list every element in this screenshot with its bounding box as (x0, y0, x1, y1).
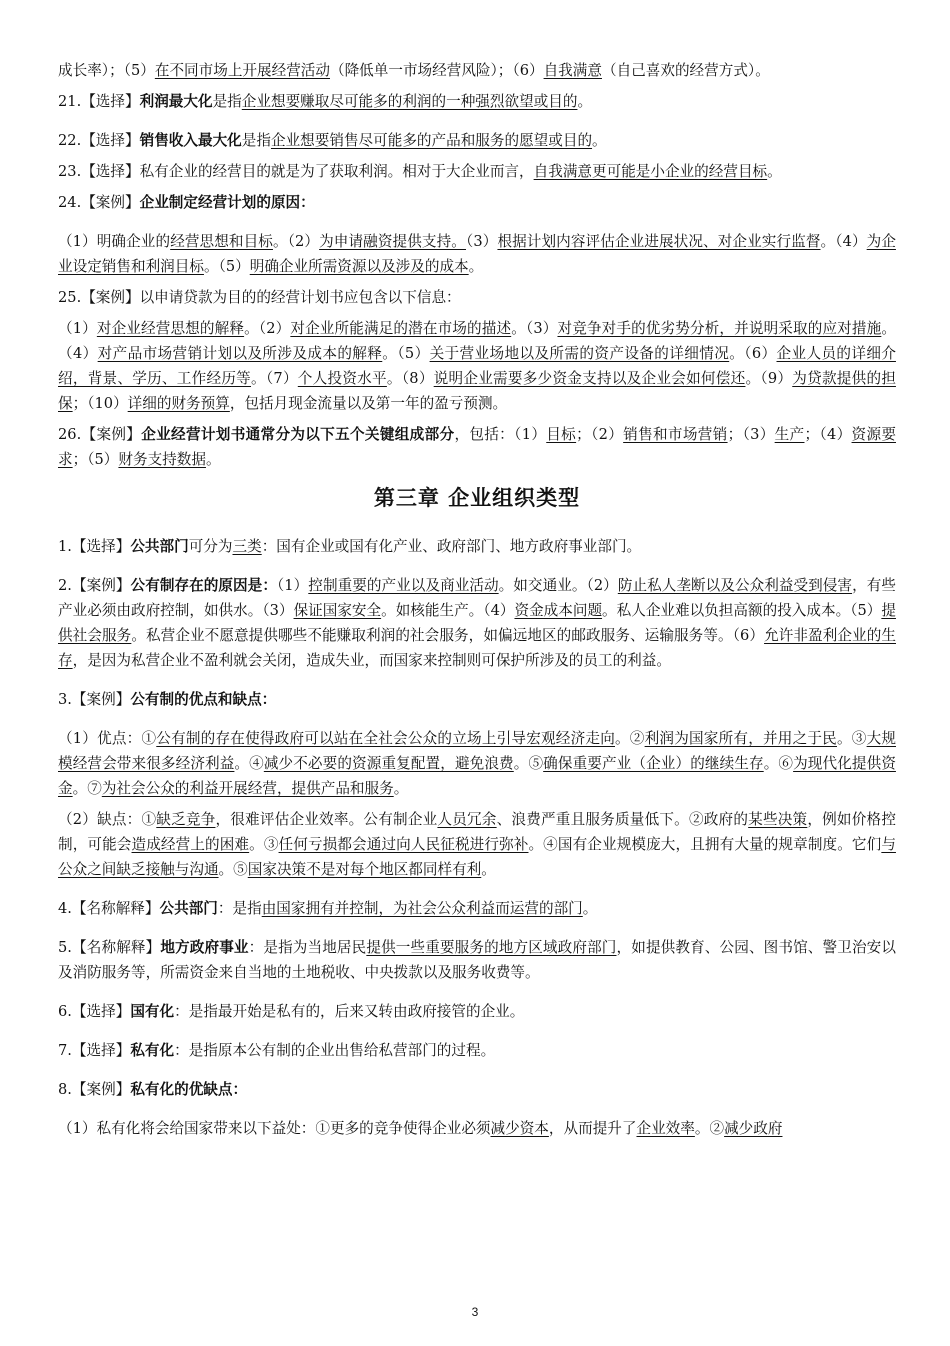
document-body (58, 58, 896, 1141)
paragraph (58, 422, 896, 472)
text-run: 。（6） (729, 345, 777, 362)
bold-term: 利润最大化 (139, 93, 213, 110)
text-run: ，例如价格控制，可能会 (58, 811, 896, 853)
text-run: 。（2） (272, 233, 320, 250)
paragraph (58, 229, 896, 279)
text-run: ；（10） (72, 395, 128, 412)
paragraph (58, 128, 896, 153)
underlined-key-point: 详细的财务预算 (127, 395, 230, 412)
underlined-key-point: 个人投资水平 (297, 370, 387, 387)
paragraph (58, 807, 896, 882)
underlined-key-point: 大规模经营会带来很多经济利益 (58, 730, 896, 772)
underlined-key-point: 造成经营上的困难 (131, 836, 250, 853)
underlined-key-point: 减少不必要的资源重复配置，避免浪费 (263, 755, 514, 772)
text-run: 8.【案例】 (58, 1081, 131, 1098)
underlined-key-point: 为申请融资提供支持。 (319, 233, 466, 250)
underlined-key-point: 为社会公众的利益开展经营，提供产品和服务 (101, 780, 394, 797)
bold-term: 公有制存在的原因是： (130, 577, 277, 594)
text-run: 。私人企业难以负担高额的投入成本。（5） (602, 602, 882, 619)
document-page (58, 58, 896, 1147)
underlined-key-point: 某些决策 (748, 811, 808, 828)
text-run: ，包括：（1） (454, 426, 547, 443)
underlined-key-point: 公有制的存在使得政府可以站在全社会公众的立场上引导宏观经济走向 (156, 730, 615, 747)
text-run: ：是指 (217, 900, 262, 917)
text-run: 2.【案例】 (58, 577, 131, 594)
underlined-key-point: 在不同市场上开展经营活动 (154, 62, 330, 79)
underlined-key-point: 明确企业所需资源以及涉及的成本 (249, 258, 469, 275)
text-run: 。（5） (382, 345, 430, 362)
text-run: 。（3） (511, 320, 558, 337)
text-run: ，是因为私营企业不盈利就会关闭，造成失业，而国家来控制则可保护所涉及的员工的利益。 (72, 652, 671, 669)
text-run: 。③ (836, 730, 867, 747)
text-run: 、浪费严重且服务质量低下。②政府的 (496, 811, 749, 828)
text-run: 6.【选择】 (58, 1003, 131, 1020)
text-run: 。（4） (58, 320, 896, 362)
text-run: （2）缺点：① (58, 811, 157, 828)
text-run: ：是指原本公有制的企业出售给私营部门的过程。 (174, 1042, 496, 1059)
text-run: 。如交通业。（2） (498, 577, 618, 594)
text-run: ；（4） (804, 426, 852, 443)
underlined-key-point: 允许非盈利企业的生存 (58, 627, 896, 669)
underlined-key-point: 三类 (232, 538, 262, 555)
underlined-key-point: 利润为国家所有，并用之于民 (644, 730, 837, 747)
paragraph (58, 159, 896, 184)
text-run: （降低单一市场经营风险）；（6） (329, 62, 544, 79)
underlined-key-point: 关于营业场地以及所需的资产设备的详细情况 (429, 345, 730, 362)
underlined-key-point: 企业效率 (636, 1120, 695, 1137)
underlined-key-point: 为企业设定销售和利润目标 (58, 233, 896, 275)
text-run: 成长率）；（5） (58, 62, 155, 79)
underlined-key-point: 对产品市场营销计划以及所涉及成本的解释 (97, 345, 383, 362)
text-run: 是指 (212, 93, 242, 110)
underlined-key-point: 说明企业需要多少资金支持以及企业会如何偿还 (433, 370, 746, 387)
bold-term: 公共部门 (130, 538, 189, 555)
text-run: （1）私有化将会给国家带来以下益处：①更多的竞争使得企业必须 (58, 1120, 491, 1137)
bold-term: 公共部门 (159, 900, 218, 917)
underlined-key-point: 防止私人垄断以及公众利益受到侵害 (617, 577, 853, 594)
paragraph (58, 89, 896, 114)
bold-term: 公有制的优点和缺点： (130, 691, 277, 708)
text-run: 。（9） (745, 370, 793, 387)
text-run: 是指 (241, 132, 271, 149)
text-run: 。⑤ (513, 755, 544, 772)
text-run: 。② (694, 1120, 725, 1137)
text-run: ：国有企业或国有化产业、政府部门、地方政府事业部门。 (261, 538, 642, 555)
bold-term: 私有化 (130, 1042, 175, 1059)
underlined-key-point: 国家决策不是对每个地区都同样有利 (247, 861, 482, 878)
text-run: ，很难评估企业效率。公有制企业 (215, 811, 438, 828)
paragraph (58, 58, 896, 83)
text-run: 。如核能生产。（4） (381, 602, 515, 619)
text-run: 26.【案例】 (58, 426, 142, 443)
text-run: 。（7） (251, 370, 298, 387)
text-run: 23.【选择】私有企业的经营目的就是为了获取利润。相对于大企业而言， (58, 163, 534, 180)
underlined-key-point: 财务支持数据 (118, 451, 206, 468)
text-run: 。⑦ (72, 780, 102, 797)
text-run: ：是指为当地居民 (248, 939, 367, 956)
text-run: 7.【选择】 (58, 1042, 131, 1059)
bold-term: 企业制定经营计划的原因： (139, 194, 315, 211)
text-run: 。⑥ (763, 755, 794, 772)
text-run: 。私营企业不愿意提供哪些不能赚取利润的社会服务，如偏远地区的邮政服务、运输服务等。（6） (131, 627, 765, 644)
text-run: ，从而提升了 (548, 1120, 637, 1137)
text-run: ；（2） (576, 426, 624, 443)
underlined-key-point: 经营思想和目标 (170, 233, 273, 250)
paragraph (58, 285, 896, 310)
paragraph (58, 687, 896, 712)
bold-term: 地方政府事业 (160, 939, 249, 956)
bold-term: 销售收入最大化 (139, 132, 242, 149)
paragraph (58, 1077, 896, 1102)
text-run: 4.【名称解释】 (58, 900, 160, 917)
bold-term: 私有化的优缺点： (130, 1081, 248, 1098)
underlined-key-point: 减少资本 (490, 1120, 549, 1137)
underlined-key-point: 销售和市场营销 (623, 426, 728, 443)
paragraph (58, 935, 896, 985)
text-run: （1）优点：① (58, 730, 157, 747)
text-run: 22.【选择】 (58, 132, 140, 149)
underlined-key-point: 提供社会服务 (58, 602, 896, 644)
text-run: 。② (615, 730, 645, 747)
text-run: 21.【选择】 (58, 93, 140, 110)
text-run: ：是指最开始是私有的，后来又转由政府接管的企业。 (174, 1003, 525, 1020)
underlined-key-point: 缺乏竞争 (156, 811, 216, 828)
paragraph (58, 316, 896, 416)
paragraph (58, 896, 896, 921)
text-run: 。④ (234, 755, 264, 772)
text-run: 。 (767, 163, 782, 180)
underlined-key-point: 控制重要的产业以及商业活动 (308, 577, 499, 594)
paragraph (58, 999, 896, 1024)
chapter-title: 第三章 企业组织类型 (373, 486, 581, 510)
paragraph (58, 1116, 896, 1141)
underlined-key-point: 提供一些重要服务的地方区域政府部门 (366, 939, 617, 956)
underlined-key-point: 企业想要销售尽可能多的产品和服务的愿望或目的 (270, 132, 593, 149)
bold-term: 企业经营计划书通常分为以下五个关键组成部分 (141, 426, 455, 443)
paragraph (58, 190, 896, 215)
text-run: 。（5） (203, 258, 250, 275)
underlined-key-point: 任何亏损都会通过向人民征税进行弥补 (278, 836, 529, 853)
text-run: ，包括月现金流量以及第一年的盈亏预测。 (229, 395, 508, 412)
text-run: 。 (577, 93, 593, 110)
underlined-key-point: 与公众之间缺乏接触与沟通 (58, 836, 896, 878)
text-run: ，有些产业必须由政府控制，如供水。（3） (58, 577, 896, 619)
paragraph (58, 573, 896, 673)
underlined-key-point: 根据计划内容评估企业进展状况、对企业实行监督 (497, 233, 821, 250)
underlined-key-point: 对企业所能满足的潜在市场的描述 (290, 320, 512, 337)
text-run: （3） (465, 233, 498, 250)
text-run: 。 (582, 900, 598, 917)
text-run: （自己喜欢的经营方式）。 (601, 62, 770, 79)
underlined-key-point: 为现代化提供资金 (58, 755, 896, 797)
text-run: （1）明确企业的 (58, 233, 171, 250)
text-run: 25.【案例】以申请贷款为目的的经营计划书应包含以下信息： (58, 289, 461, 306)
underlined-key-point: 目标 (546, 426, 577, 443)
underlined-key-point: 确保重要产业（企业）的继续生存 (543, 755, 764, 772)
underlined-key-point: 自我满意更可能是小企业的经营目标 (533, 163, 768, 180)
text-run: 24.【案例】 (58, 194, 140, 211)
underlined-key-point: 自我满意 (543, 62, 602, 79)
text-run: 。④国有企业规模庞大，且拥有大量的规章制度。它们 (528, 836, 882, 853)
underlined-key-point: 为贷款提供的担保 (58, 370, 896, 412)
text-run: 。 (481, 861, 496, 878)
text-run: 。③ (249, 836, 279, 853)
bold-term: 国有化 (130, 1003, 175, 1020)
underlined-key-point: 对企业经营思想的解释 (96, 320, 245, 337)
text-run: 。（8） (386, 370, 434, 387)
underlined-key-point: 企业想要赚取尽可能多的利润的一种强烈欲望或目的 (241, 93, 578, 110)
text-run: 。 (393, 780, 409, 797)
underlined-key-point: 保证国家安全 (293, 602, 382, 619)
text-run: 。（4） (820, 233, 867, 250)
paragraph (58, 534, 896, 559)
text-run: 可分为 (188, 538, 233, 555)
text-run: 3.【案例】 (58, 691, 131, 708)
page-number: 3 (471, 1305, 479, 1319)
text-run: 5.【名称解释】 (58, 939, 161, 956)
text-run: 。⑤ (218, 861, 248, 878)
text-run: ；（5） (72, 451, 119, 468)
underlined-key-point: 资源要求 (58, 426, 896, 468)
text-run: ；（3） (727, 426, 775, 443)
text-run: 。 (468, 258, 484, 275)
underlined-key-point: 减少政府 (724, 1120, 783, 1137)
paragraph (58, 726, 896, 801)
underlined-key-point: 生产 (774, 426, 805, 443)
text-run: （1） (58, 320, 97, 337)
text-run: 。 (205, 451, 221, 468)
underlined-key-point: 人员冗余 (437, 811, 497, 828)
underlined-key-point: 企业人员的详细介绍，背景、学历、工作经历等 (58, 345, 896, 387)
text-run: ，如提供教育、公园、图书馆、警卫治安以及消防服务等，所需资金来自当地的土地税收、中央拨款以及服务收费等。 (58, 939, 896, 981)
paragraph (58, 1038, 896, 1063)
text-run: 。 (592, 132, 607, 149)
text-run: 1.【选择】 (58, 538, 131, 555)
text-run: （1） (276, 577, 309, 594)
text-run: 。（2） (244, 320, 291, 337)
underlined-key-point: 由国家拥有并控制，为社会公众利益而运营的部门 (261, 900, 583, 917)
underlined-key-point: 对竞争对手的优劣势分析，并说明采取的应对措施 (557, 320, 882, 337)
underlined-key-point: 资金成本问题 (514, 602, 603, 619)
